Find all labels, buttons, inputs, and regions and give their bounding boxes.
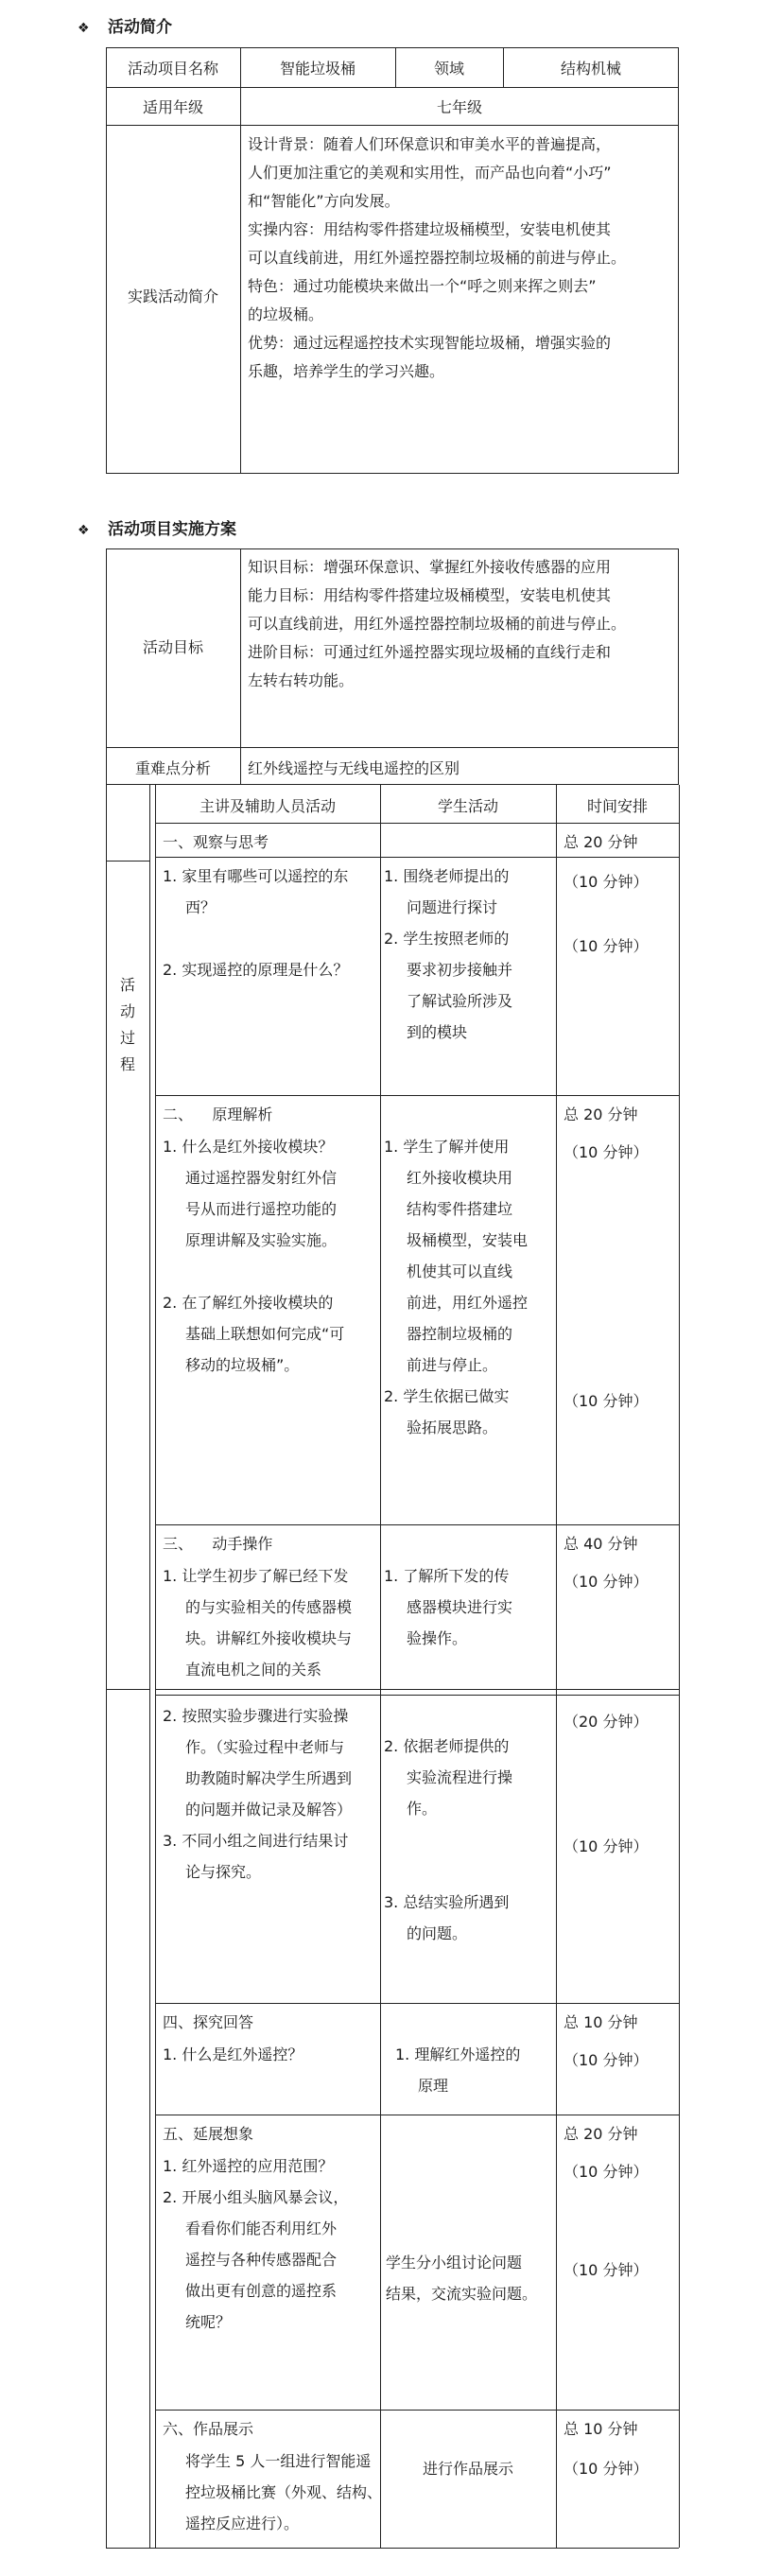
diamond-bullet-icon: ❖: [78, 523, 90, 538]
phase5-teacher: 1. 红外遥控的应用范围？ 2. 开展小组头脑风暴会议， 看看你们能否利用红外 遥控与各种传感器配合 做出更有创意的遥控系 统呢？: [163, 2157, 349, 2331]
phase2-title: 二、 原理解析: [163, 1105, 273, 1123]
field-label: 领域: [433, 60, 464, 78]
phase1-time-1: （10 分钟）: [564, 873, 649, 891]
phase6-student: 进行作品展示: [422, 2460, 513, 2478]
phase6-time: （10 分钟）: [564, 2460, 649, 2478]
phase1-teacher: 1. 家里有哪些可以遥控的东 西？ 2. 实现遥控的原理是什么？: [163, 867, 349, 979]
intro-section-title: ❖ 活动简介: [78, 18, 172, 37]
phase6-title: 六、作品展示: [163, 2420, 254, 2438]
phase3-title: 三、 动手操作: [163, 1535, 273, 1553]
field-value: 结构机械: [560, 60, 621, 78]
practice-label: 实践活动简介: [127, 287, 218, 305]
phase2-time-2: （10 分钟）: [564, 1392, 649, 1410]
header-time: 时间安排: [586, 797, 648, 815]
phase3-student-a: 1. 了解所下发的传 感器模块进行实 验操作。: [384, 1567, 513, 1647]
phase2-student: 1. 学生了解并使用 红外接收模块用 结构零件搭建垃 圾桶模型，安装电 机使其可以直线 前进，用红外遥控 器控制垃圾桶的 前进与停止。 2. 学生依据已做实 验拓展思路。: [384, 1138, 529, 1436]
phase4-time: （10 分钟）: [564, 2051, 649, 2069]
phase2-time-1: （10 分钟）: [564, 1143, 649, 1161]
difficulty-text: 红外线遥控与无线电遥控的区别: [248, 759, 460, 777]
phase5-time-2: （10 分钟）: [564, 2261, 649, 2279]
project-name-label: 活动项目名称: [127, 60, 218, 78]
plan-section-title: ❖ 活动项目实施方案: [78, 520, 236, 539]
phase5-student: 学生分小组讨论问题 结果，交流实验问题。: [386, 2254, 538, 2303]
phase5-title: 五、延展想象: [163, 2125, 254, 2143]
header-student: 学生活动: [437, 797, 498, 815]
goal-text: 知识目标：增强环保意识、掌握红外接收传感器的应用 能力目标：用结构零件搭建垃圾桶模型，安装电机使其 可以直线前进，用红外遥控器控制垃圾桶的前进与停止。 进阶目标：可通过红外遥控器实现垃圾桶的直线行走和 左转右转功能。: [248, 558, 627, 689]
phase6-total: 总 10 分钟: [564, 2420, 638, 2438]
phase5-total: 总 20 分钟: [564, 2125, 638, 2143]
process-label: 活 动 过 程: [119, 976, 135, 1073]
phase5-time-1: （10 分钟）: [564, 2163, 649, 2181]
phase3-teacher-a: 1. 让学生初步了解已经下发 的与实验相关的传感器模 块。讲解红外接收模块与 直流电机之间的关系: [163, 1567, 353, 1679]
phase1-student: 1. 围绕老师提出的 问题进行探讨 2. 学生按照老师的 要求初步接触并 了解试验所涉及 到的模块: [384, 867, 513, 1041]
grade-label: 适用年级: [142, 98, 203, 116]
difficulty-label: 重难点分析: [134, 759, 211, 777]
phase3-teacher-b: 2. 按照实验步骤进行实验操 作。（实验过程中老师与 助教随时解决学生所遇到 的问题并做记录及解答） 3. 不同小组之间进行结果讨 论与探究。: [163, 1707, 353, 1881]
phase1-title: 一、观察与思考: [163, 833, 269, 851]
phase6-teacher: 将学生 5 人一组进行智能遥 控垃圾桶比赛（外观、结构、 遥控反应进行）。: [185, 2452, 383, 2532]
phase3-time-a: （10 分钟）: [564, 1573, 649, 1591]
phase4-teacher: 1. 什么是红外遥控？: [163, 2045, 303, 2063]
phase3-time-b-2: （10 分钟）: [564, 1837, 649, 1855]
practice-text: 设计背景：随着人们环保意识和审美水平的普遍提高， 人们更加注重它的美观和实用性，而产品也向着“小巧” 和“智能化”方向发展。 实操内容：用结构零件搭建垃圾桶模型，安装电机使其 可以直线前进，用红外遥控器控制垃圾桶的前进与停止。 特色：通过功能模块来做出一个“呼之则来挥之则去” 的垃圾桶。 优势：通过远程遥控技术实现智能垃圾桶，增强实验的 乐趣，培养学生的学习兴趣。: [248, 135, 627, 380]
phase3-time-b-1: （20 分钟）: [564, 1713, 649, 1731]
diamond-bullet-icon: ❖: [78, 21, 90, 36]
phase3-total: 总 40 分钟: [564, 1535, 638, 1553]
phase4-title: 四、探究回答: [163, 2013, 254, 2031]
header-teacher: 主讲及辅助人员活动: [199, 797, 336, 815]
goal-label: 活动目标: [142, 638, 203, 656]
phase4-student: 1. 理解红外遥控的 原理: [395, 2045, 521, 2095]
phase4-total: 总 10 分钟: [564, 2013, 638, 2031]
phase2-teacher: 1. 什么是红外接收模块？ 通过遥控器发射红外信 号从而进行遥控功能的 原理讲解及实验实施。 2. 在了解红外接收模块的 基础上联想如何完成“可 移动的垃圾桶”。: [163, 1138, 345, 1374]
phase3-student-b: 2. 依据老师提供的 实验流程进行操 作。 3. 总结实验所遇到 的问题。: [384, 1737, 513, 1942]
phase1-time-2: （10 分钟）: [564, 937, 649, 955]
grade-value: 七年级: [436, 98, 482, 116]
phase2-total: 总 20 分钟: [564, 1105, 638, 1123]
project-name-value: 智能垃圾桶: [279, 60, 355, 78]
phase1-total: 总 20 分钟: [564, 833, 638, 851]
